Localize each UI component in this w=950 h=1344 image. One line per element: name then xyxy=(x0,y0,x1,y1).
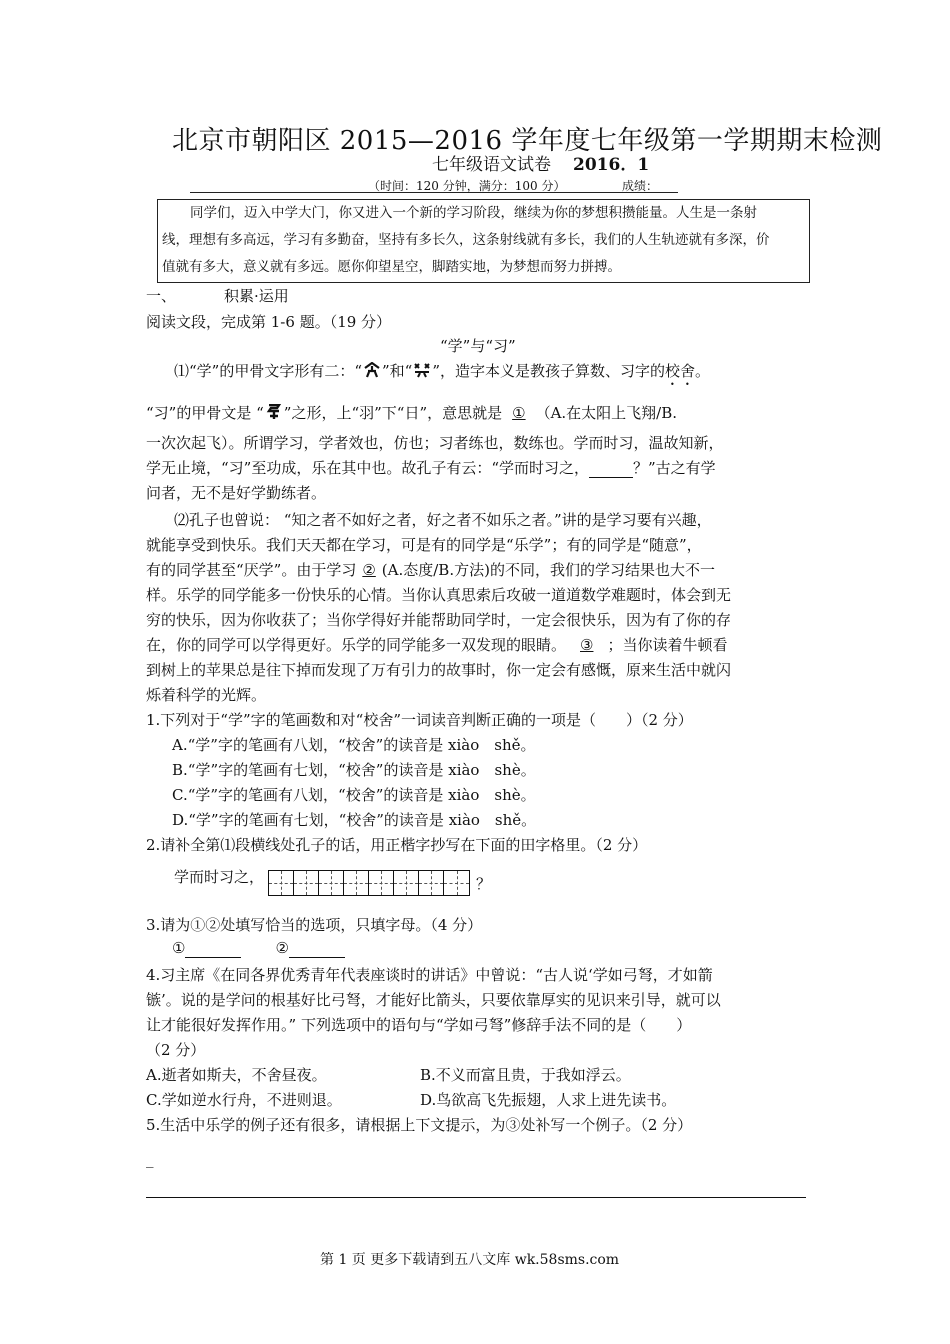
exam-subtitle xyxy=(432,150,649,175)
score-label: 成绩： xyxy=(622,179,659,193)
passage-line: 一次次起飞）。所谓学习，学者效也，仿也；习者练也，数练也。学而时习，温故知新， xyxy=(146,434,724,452)
q1-option-c: C.“学”字的笔画有八划，“校舍”的读音是 xiào shè。 xyxy=(172,786,536,804)
question-2-stem: 2.请补全第⑴段横线处孔子的话，用正楷字抄写在下面的田字格里。（2 分） xyxy=(146,836,648,854)
q3-blank-1[interactable] xyxy=(185,939,241,958)
intro-line-3: 值就有多大，意义就有多远。愿你仰望星空，脚踏实地，为梦想而努力拼搏。 xyxy=(162,259,621,275)
passage-line: 问者，无不是好学勤练者。 xyxy=(146,484,327,502)
q4-option-a: A.逝者如斯夫，不舍昼夜。 xyxy=(146,1066,327,1084)
blank-3: ③ xyxy=(580,636,594,654)
q3-label-1: ① xyxy=(172,939,186,957)
answer-line[interactable] xyxy=(146,1197,806,1198)
blank-2: ② xyxy=(362,561,376,579)
q1-option-a: A.“学”字的笔画有八划，“校舍”的读音是 xiào shě。 xyxy=(172,736,536,754)
blank-confucius xyxy=(589,459,633,478)
q2-suffix: ？ xyxy=(476,875,492,893)
question-4-line: 让才能很好发挥作用。” 下列选项中的语句与“学如弓弩”修辞手法不同的是（ ） xyxy=(146,1016,692,1034)
oracle-xue-glyph-2-icon xyxy=(412,362,432,378)
grid-cell[interactable] xyxy=(444,871,469,895)
passage-line: ⑵孔子也曾说： “知之者不如好之者，好之者不如乐之者。”讲的是学习要有兴趣， xyxy=(174,511,712,529)
time-info: （时间：120 分钟，满分：100 分） xyxy=(368,179,566,193)
passage-line: “习”的甲骨文是 “ ”之形，上“羽”下“日”，意思就是 ① （A.在太阳上飞翔/B. xyxy=(146,404,678,422)
oracle-xue-glyph-1-icon xyxy=(362,362,382,378)
passage-line: 穷的快乐，因为你收获了；当你学得好并能帮助同学时，一定会很快乐，因为有了你的存 xyxy=(146,611,732,629)
grid-cell[interactable] xyxy=(294,871,319,895)
question-3-stem: 3.请为①②处填写恰当的选项，只填字母。（4 分） xyxy=(146,916,483,934)
q4-option-c: C.学如逆水行舟，不进则退。 xyxy=(146,1091,342,1109)
grid-cell[interactable] xyxy=(419,871,444,895)
passage-line: 学无止境，“习”至功成，乐在其中也。故孔子有云：“学而时习之， ？”古之有学 xyxy=(146,459,716,477)
page-footer: 第 1 页 更多下载请到五八文库 wk.58sms.com xyxy=(320,1252,620,1268)
q5-answer-mark: _ xyxy=(146,1150,154,1168)
question-4-line: 镞’。说的是学问的根基好比弓弩，才能好比箭头，只要依靠厚实的见识来引导，就可以 xyxy=(146,991,721,1009)
passage-title: “学”与“习” xyxy=(440,337,516,355)
q2-prefix: 学而时习之， xyxy=(174,868,265,886)
intro-line-2: 线，理想有多高远，学习有多勤奋，坚持有多长久，这条射线就有多长，我们的人生轨迹就有多深，价 xyxy=(162,232,770,248)
oracle-xi-glyph-icon xyxy=(264,404,284,420)
grid-cell[interactable] xyxy=(369,871,394,895)
question-1-stem: 1.下列对于“学”字的笔画数和对“校舍”一词读音判断正确的一项是（ ）（2 分） xyxy=(146,711,693,729)
section-heading xyxy=(146,285,289,306)
exam-date: 2016．1 xyxy=(573,155,650,175)
passage-line: 有的同学甚至“厌学”。由于学习 ② (A.态度/B.方法)的不同，我们的学习结果也大不一 xyxy=(146,561,715,579)
blank-1: ① xyxy=(512,404,526,422)
grid-cell[interactable] xyxy=(319,871,344,895)
intro-box xyxy=(157,199,810,283)
q1-option-d: D.“学”字的笔画有七划，“校舍”的读音是 xiào shě。 xyxy=(172,811,537,829)
q3-answer-line xyxy=(172,939,345,958)
q4-option-b: B.不义而富且贵，于我如浮云。 xyxy=(420,1066,631,1084)
q3-label-2: ② xyxy=(275,939,289,957)
q3-blank-2[interactable] xyxy=(289,939,345,958)
passage-line: 到树上的苹果总是往下掉而发现了万有引力的故事时，你一定会有感慨，原来生活中就闪 xyxy=(146,661,732,679)
section-instruction: 阅读文段，完成第 1-6 题。（19 分） xyxy=(146,313,392,331)
passage-line: ⑴“学”的甲骨文字形有二：“ ”和“ ”，造字本义是教孩子算数、习字的校舍。 xyxy=(174,362,711,380)
grid-cell[interactable] xyxy=(344,871,369,895)
question-4-line: （2 分） xyxy=(146,1041,206,1059)
section-name: 积累·运用 xyxy=(224,287,289,305)
passage-line: 样。乐学的同学能多一份快乐的心情。当你认真思索后攻破一道道数学难题时，体会到无 xyxy=(146,586,732,604)
subtitle-text: 七年级语文试卷 xyxy=(432,155,551,175)
section-number: 一、 xyxy=(146,287,177,305)
passage-line: 烁着科学的光辉。 xyxy=(146,686,267,704)
passage-line: 在，你的同学可以学得更好。乐学的同学能多一双发现的眼睛。 ③ ；当你读着牛顿看 xyxy=(146,636,728,654)
grid-cell[interactable] xyxy=(394,871,419,895)
question-5-stem: 5.生活中乐学的例子还有很多，请根据上下文提示，为③处补写一个例子。（2 分） xyxy=(146,1116,693,1134)
intro-line-1: 同学们，迈入中学大门，你又进入一个新的学习阶段，继续为你的梦想积攒能量。人生是一条射 xyxy=(190,205,757,221)
question-4-line: 4.习主席《在同各界优秀青年代表座谈时的讲话》中曾说：“古人说‘学如弓弩，才如箭 xyxy=(146,966,713,984)
page-title: 北京市朝阳区 2015—2016 学年度七年级第一学期期末检测 xyxy=(172,126,883,156)
tianzige-grid[interactable] xyxy=(268,870,470,896)
dotted-word: 校舍 xyxy=(665,362,696,380)
q1-option-b: B.“学”字的笔画有七划，“校舍”的读音是 xiào shè。 xyxy=(172,761,536,779)
q4-option-d: D.鸟欲高飞先振翅，人求上进先读书。 xyxy=(420,1091,677,1109)
passage-line: 就能享受到快乐。我们天天都在学习，可是有的同学是“乐学”；有的同学是“随意”， xyxy=(146,536,702,554)
grid-cell[interactable] xyxy=(269,871,294,895)
time-score-line xyxy=(190,174,678,193)
